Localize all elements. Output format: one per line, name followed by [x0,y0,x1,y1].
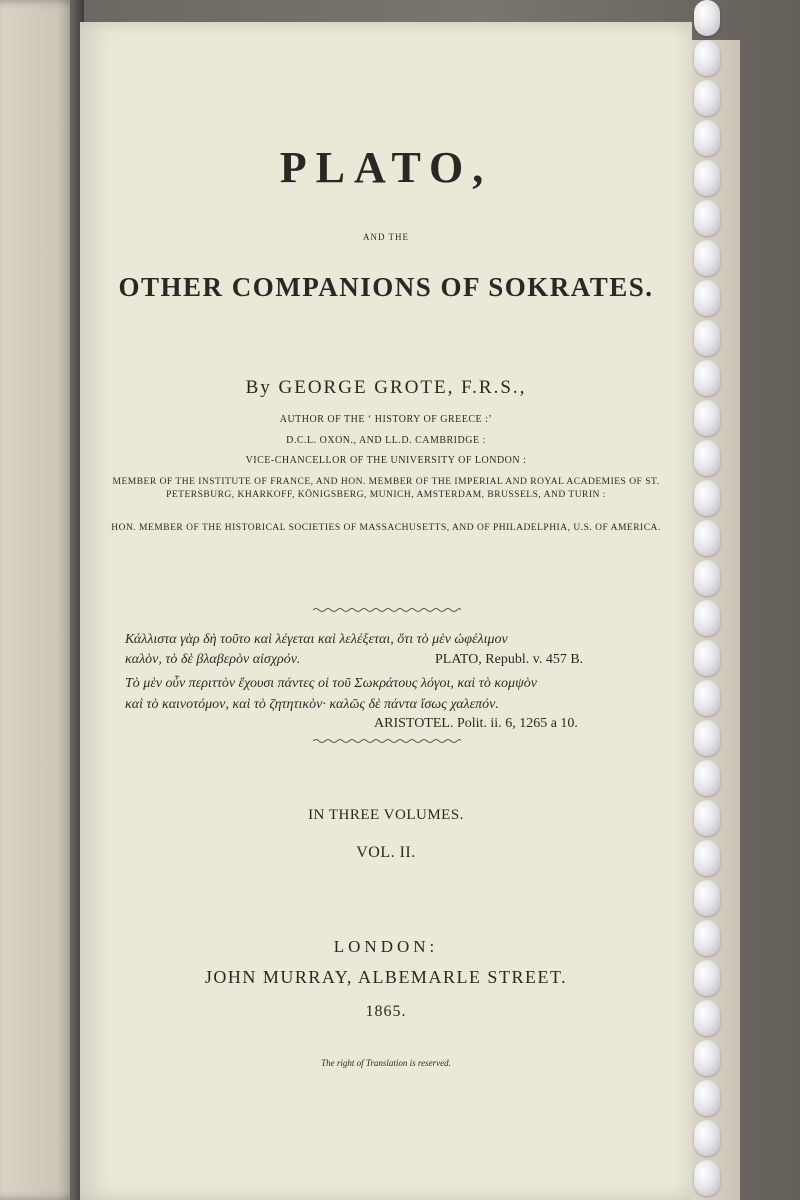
cord-bead [694,520,720,556]
cord-bead [694,1040,720,1076]
cord-bead [694,0,720,36]
epigraph-line: καλὸν, τὸ δὲ βλαβερὸν αἰσχρόν. [125,652,301,667]
author-credential: HON. MEMBER OF THE HISTORICAL SOCIETIES OF MASSACHUSETTS, AND OF PHILADELPHIA, U.S. OF AMERICA. [111,523,661,533]
cord-bead [694,80,720,116]
author-credential: VICE-CHANCELLOR OF THE UNIVERSITY OF LONDON : [245,455,527,466]
title-connector: AND THE [362,232,410,242]
book-subtitle: OTHER COMPANIONS OF SOKRATES. [118,272,654,302]
cord-bead [694,800,720,836]
volume-number: VOL. II. [356,844,416,861]
epigraph-citation: PLATO, Republ. v. 457 B. [435,652,584,667]
publication-year: 1865. [365,1003,407,1020]
bookmark-cord [690,0,724,1200]
cord-bead [694,600,720,636]
cord-bead [694,760,720,796]
epigraph-citation: ARISTOTEL. Polit. ii. 6, 1265 a 10. [374,716,578,731]
epigraph-line: καὶ τὸ καινοτόμον, καὶ τὸ ζητητικὸν· καλῶς δὲ πάντα ἴσως χαλεπόν. [125,697,499,712]
title-page [80,22,692,1200]
cord-bead [694,640,720,676]
cord-bead [694,1120,720,1156]
cord-bead [694,560,720,596]
author-credential: MEMBER OF THE INSTITUTE OF FRANCE, AND HON. MEMBER OF THE IMPERIAL AND ROYAL ACADEMIES OF ST. PETERSBURG, KHARKOFF, KÖNIGSBERG, MUNICH, AMSTERDAM, BRUSSELS, AND TURIN : [112,477,660,500]
cord-bead [694,480,720,516]
epigraph-line: Τὸ μὲν οὖν περιττὸν ἔχουσι πάντες οἱ τοῦ Σωκράτους λόγοι, καὶ τὸ κομψὸν [125,676,537,691]
wavy-rule-bottom [313,738,461,744]
cord-bead [694,920,720,956]
volume-count: IN THREE VOLUMES. [308,807,464,823]
cord-bead [694,840,720,876]
epigraph-line: Κάλλιστα γὰρ δὴ τοῦτο καὶ λέγεται καὶ λελέξεται, ὅτι τὸ μὲν ὠφέλιμον [125,632,508,647]
author-line: By GEORGE GROTE, F.R.S., [245,377,527,398]
cord-bead [694,200,720,236]
cord-bead [694,880,720,916]
cord-bead [694,720,720,756]
rights-notice: The right of Translation is reserved. [321,1058,451,1068]
cord-bead [694,400,720,436]
cord-bead [694,1160,720,1196]
cord-bead [694,680,720,716]
cord-bead [694,440,720,476]
cord-bead [694,1000,720,1036]
cord-bead [694,360,720,396]
cord-bead [694,120,720,156]
cord-bead [694,960,720,996]
cord-bead [694,160,720,196]
cord-bead [694,1080,720,1116]
publication-city: LONDON: [333,937,439,956]
cord-bead [694,40,720,76]
author-credential: D.C.L. OXON., AND LL.D. CAMBRIDGE : [286,435,486,446]
publisher-line: JOHN MURRAY, ALBEMARLE STREET. [204,967,568,987]
cord-bead [694,320,720,356]
book-title: PLATO, [279,143,493,192]
author-credential: AUTHOR OF THE ‘ HISTORY OF GREECE :’ [279,414,493,425]
cord-bead [694,280,720,316]
wavy-rule-top [313,607,461,613]
cord-bead [694,240,720,276]
